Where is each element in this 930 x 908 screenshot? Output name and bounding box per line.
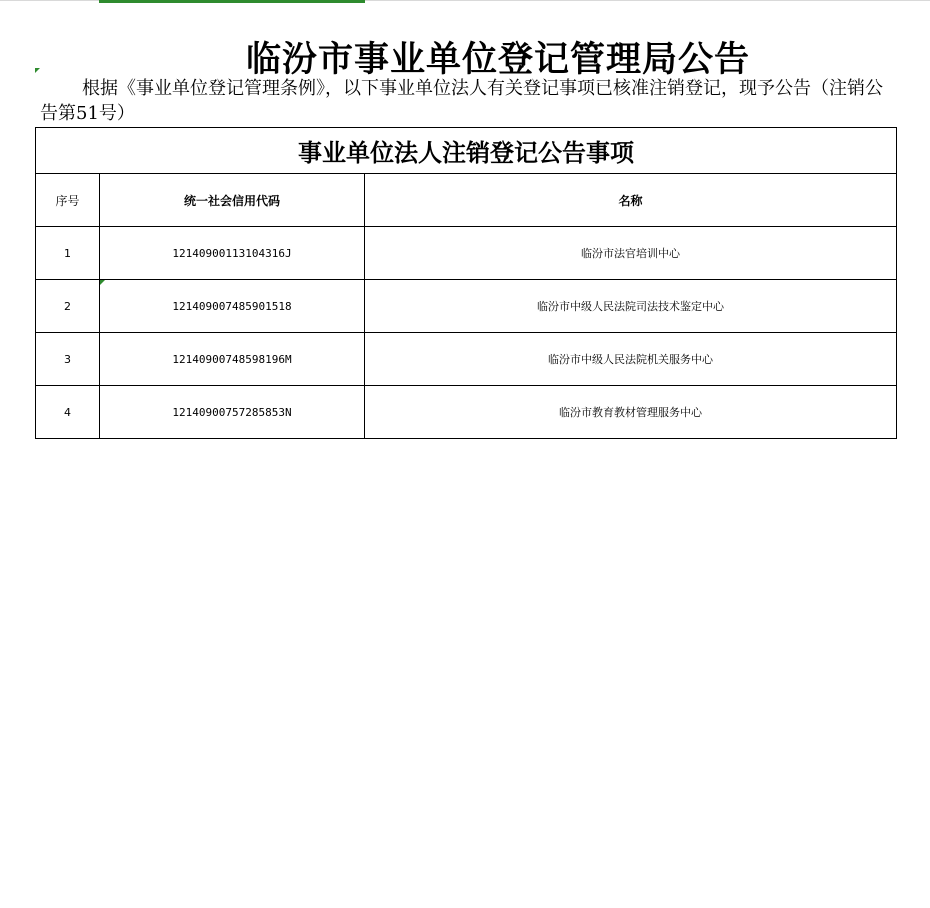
row-credit-code-text: 121409007485901518 [172, 299, 292, 313]
page-title: 临汾市事业单位登记管理局公告 [245, 39, 750, 81]
cell-comment-indicator [35, 68, 40, 73]
row-index: 3 [36, 333, 100, 386]
announcement-intro: 根据《事业单位登记管理条例》，以下事业单位法人有关登记事项已核准注销登记，现予公告（注销公告第51号） [40, 78, 883, 124]
row-name: 临汾市中级人民法院机关服务中心 [365, 333, 897, 386]
row-name: 临汾市法官培训中心 [365, 227, 897, 280]
cell-comment-indicator [100, 280, 105, 285]
table-row [36, 386, 897, 439]
row-index: 2 [36, 280, 100, 333]
row-credit-code: 12140900757285853N [100, 386, 365, 439]
row-credit-code [100, 280, 365, 333]
table-title-row [36, 128, 897, 174]
selection-accent-bar [99, 0, 365, 3]
column-header-name: 名称 [365, 174, 897, 227]
row-index: 1 [36, 227, 100, 280]
column-header-index: 序号 [36, 174, 100, 227]
deregistration-table [35, 127, 897, 439]
table-row [36, 227, 897, 280]
row-credit-code: 12140900748598196M [100, 333, 365, 386]
table-row [36, 333, 897, 386]
table-row [36, 280, 897, 333]
table-header-row [36, 174, 897, 227]
row-name: 临汾市中级人民法院司法技术鉴定中心 [365, 280, 897, 333]
row-index: 4 [36, 386, 100, 439]
table-title: 事业单位法人注销登记公告事项 [36, 128, 897, 174]
column-header-credit-code: 统一社会信用代码 [100, 174, 365, 227]
row-credit-code: 12140900113104316J [100, 227, 365, 280]
row-name: 临汾市教育教材管理服务中心 [365, 386, 897, 439]
